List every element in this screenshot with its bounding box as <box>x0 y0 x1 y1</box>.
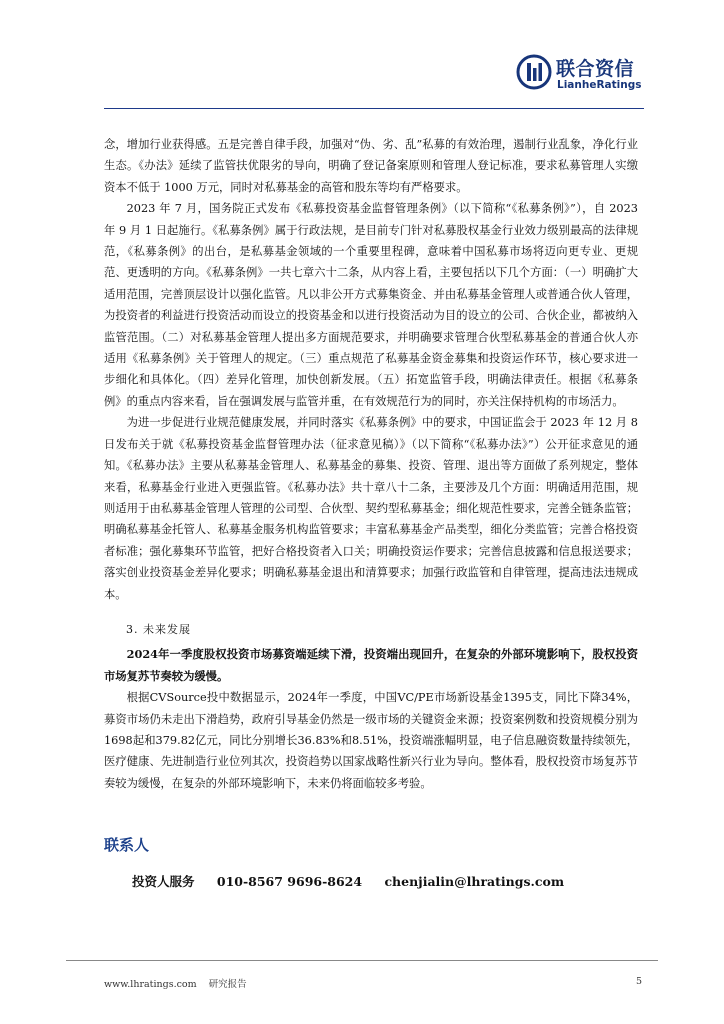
body-paragraph-4: 根据CVSource投中数据显示，2024年一季度，中国VC/PE市场新设基金1395支，同比下降34%，募资市场仍未走出下滑趋势，政府引导基金仍然是一级市场的关键资金来源；投资案例数和投资规模分别为1698起和379.82亿元，同比分别增长36.83%和8.51%，投资端涨幅明显，电子信息融资数量持续领先，医疗健康、先进制造行业位列其次，投资趋势以国家战略性新兴行业为导向。整体看，股权投资市场复苏节奏较为缓慢，在复杂的外部环境影响下，未来仍将面临较多考验。 <box>104 691 638 790</box>
body-paragraph-2: 2023 年 7 月，国务院正式发布《私募投资基金监督管理条例》（以下简称“《私募条例》”），自 2023 年 9 月 1 日起施行。《私募条例》属于行政法规，是目前专门针对私募股权基金行业效力级别最高的法律规范，《私募条例》的出台，是私募基金领域的一个重要里程碑，意味着中国私募市场将迈向更专业、更规范、更透明的方向。《私募条例》一共七章六十二条，从内容上看，主要包括以下几个方面：（一）明确扩大适用范围，完善顶层设计以强化监管。凡以非公开方式募集资金、并由私募基金管理人或普通合伙人管理，为投资者的利益进行投资活动而设立的投资基金和以进行投资活动为目的设立的公司、合伙企业，都被纳入监管范围。（二）对私募基金管理人提出多方面规范要求，并明确要求管理合伙型私募基金的普通合伙人亦适用《私募条例》关于管理人的规定。（三）重点规范了私募基金资金募集和投资运作环节，核心要求进一步细化和具体化。（四）差异化管理，加快创新发展。（五）拓宽监管手段，明确法律责任。根据《私募条例》的重点内容来看，旨在强调发展与监管并重，在有效规范行为的同时，亦关注保持机构的市场活力。 <box>104 202 638 408</box>
footer-divider <box>66 960 658 961</box>
logo-chinese-name: 联合资信 <box>556 58 635 80</box>
contact-email[interactable]: chenjialin@lhratings.com <box>384 874 565 889</box>
contact-heading: 联系人 <box>104 836 150 854</box>
body-paragraph-1: 念，增加行业获得感。五是完善自律手段，加强对“伪、劣、乱”私募的有效治理，遏制行业乱象，净化行业生态。《办法》延续了监管扶优限劣的导向，明确了登记备案原则和管理人登记标准，要求私募管理人实缴资本不低于 1000 万元，同时对私募基金的高管和股东等均有严格要求。 <box>104 138 638 194</box>
footer-report-type: 研究报告 <box>208 979 247 990</box>
body-paragraph-3: 为进一步促进行业规范健康发展，并同时落实《私募条例》中的要求，中国证监会于 2023 年 12 月 8 日发布关于就《私募投资基金监督管理办法（征求意见稿）》（以下简称“《私募办法》”）公开征求意见的通知。《私募办法》主要从私募基金管理人、私募基金的募集、投资、管理、退出等方面做了系列规定，整体来看，私募基金行业进入更强监管。《私募办法》共十章八十二条，主要涉及几个方面：明确适用范围，规则适用于由私募基金管理人管理的公司型、合伙型、契约型私募基金；细化规范性要求，完善全链条监管；明确私募基金托管人、私募基金服务机构监管要求；丰富私募基金产品类型，细化分类监管；完善合格投资者标准；强化募集环节监管，把好合格投资者入口关；明确投资运作要求；完善信息披露和信息报送要求；落实创业投资基金差异化要求；明确私募基金退出和清算要求；加强行政监管和自律管理，提高违法违规成本。 <box>104 416 638 601</box>
contact-phone: 010-8567 9696-8624 <box>216 874 363 889</box>
contact-info <box>132 872 582 890</box>
section-title: 3. 未来发展 <box>126 622 191 636</box>
header-divider <box>104 108 644 109</box>
lianhe-logo-icon <box>516 54 552 90</box>
report-body <box>104 134 638 794</box>
bold-summary: 2024年一季度股权投资市场募资端延续下滑，投资端出现回升，在复杂的外部环境影响下，股权投资市场复苏节奏较为缓慢。 <box>104 647 638 683</box>
lianhe-logo <box>516 52 644 96</box>
footer-website[interactable]: www.lhratings.com <box>104 979 197 990</box>
logo-english-name: LianheRatings <box>557 79 642 91</box>
page-number: 5 <box>635 976 642 987</box>
contact-role: 投资人服务 <box>132 874 195 889</box>
footer <box>104 976 247 990</box>
